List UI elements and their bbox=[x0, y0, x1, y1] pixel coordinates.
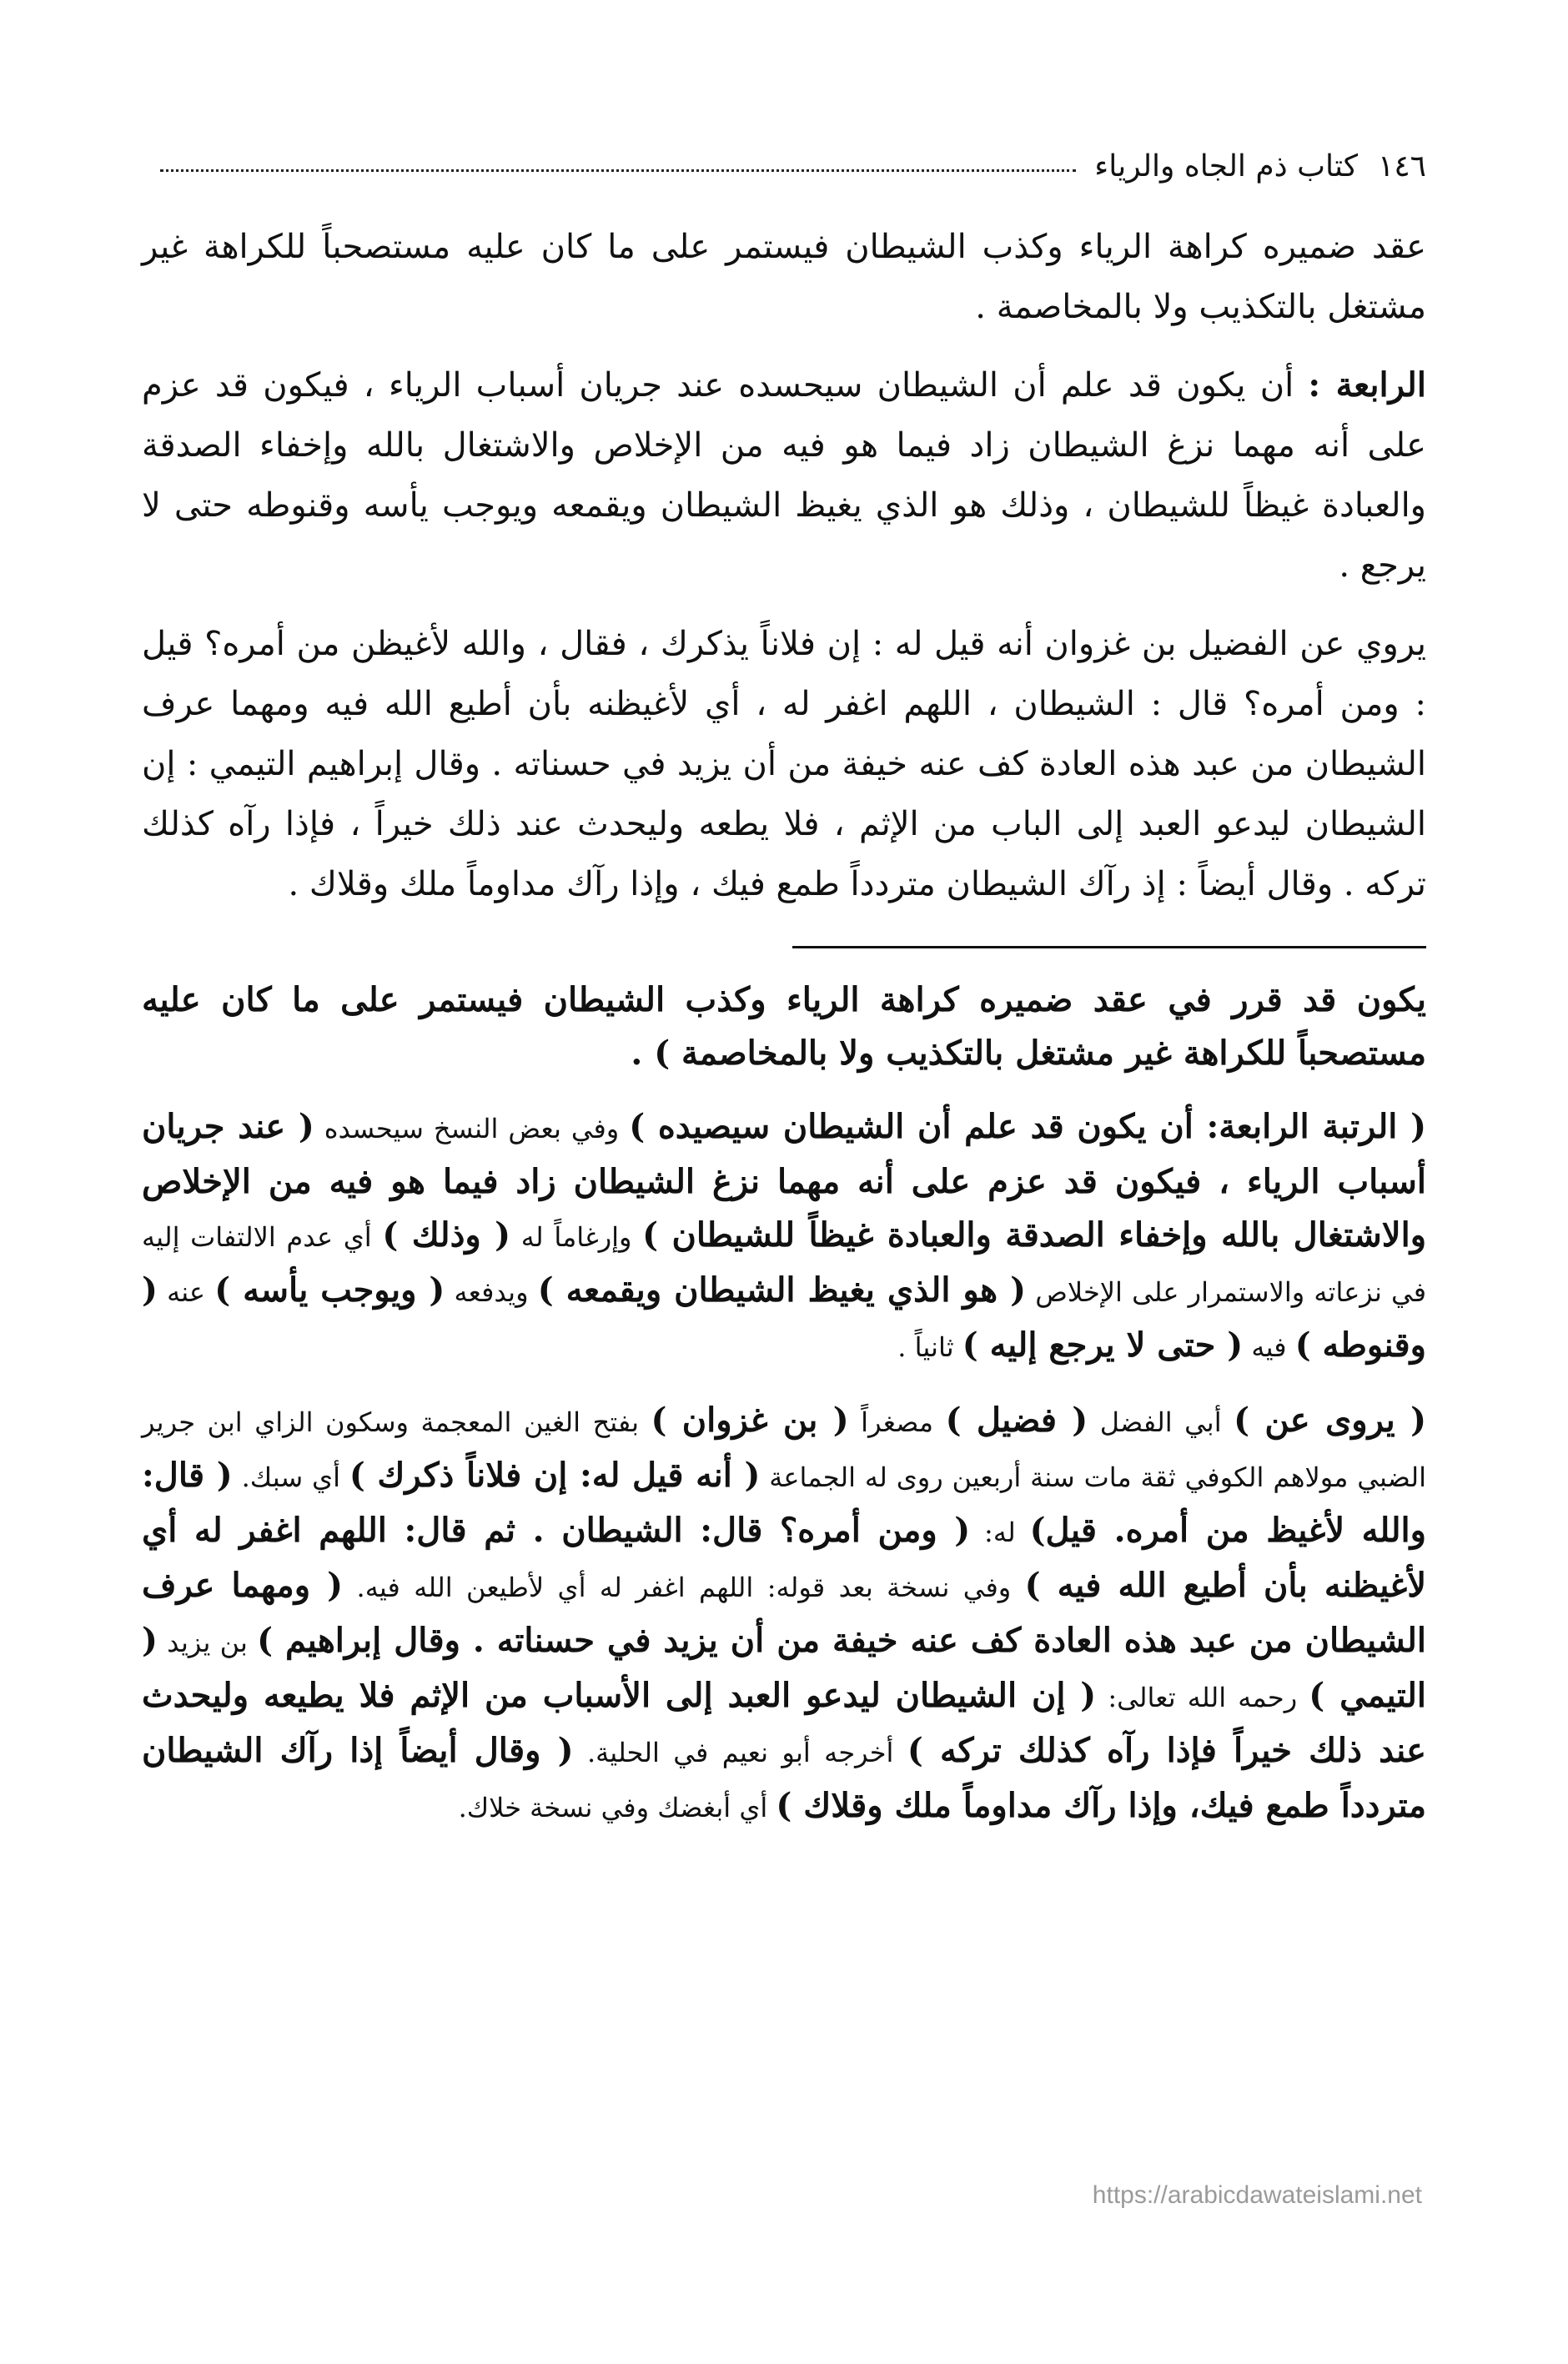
commentary-note: وإرغاماً له bbox=[510, 1221, 643, 1253]
main-paragraph-text: عقد ضميره كراهة الرياء وكذب الشيطان فيستمر على ما كان عليه مستصحباً للكراهة غير مشتغل بالتكذيب ولا بالمخاصمة . bbox=[142, 228, 1426, 326]
main-paragraph bbox=[142, 614, 1426, 914]
commentary-note: له: bbox=[970, 1516, 1030, 1548]
commentary-quoted-text: ( فضيل ) bbox=[945, 1401, 1088, 1440]
commentary-quoted-text: يكون قد قرر في عقد ضميره كراهة الرياء وكذب الشيطان فيستمر على ما كان عليه مستصحباً للكراهة غير مشتغل بالتكذيب ولا بالمخاصمة ) . bbox=[142, 980, 1426, 1073]
section-divider bbox=[792, 946, 1426, 948]
watermark-url: https://arabicdawateislami.net bbox=[1092, 2181, 1422, 2209]
commentary-quoted-text: ( هو الذي يغيظ الشيطان ويقمعه ) bbox=[537, 1270, 1027, 1310]
commentary-note: فيه bbox=[1243, 1331, 1295, 1363]
commentary-quoted-text: ( بن غزوان ) bbox=[651, 1401, 849, 1440]
commentary-note: ويدفعه bbox=[445, 1276, 538, 1308]
main-paragraph-text: أن يكون قد علم أن الشيطان سيحسده عند جريان أسباب الرياء ، فيكون قد عزم على أنه مهما نزغ الشيطان زاد فيما هو فيه من الإخلاص والاشتغال بالله وإخفاء الصدقة والعبادة غيظاً للشيطان ، وذلك هو الذي يغيظ الشيطان ويقمعه ويوجب يأسه وقنوطه حتى لا يرجع . bbox=[142, 366, 1426, 585]
commentary bbox=[142, 973, 1426, 1834]
commentary-quoted-text: ( وقال أيضاً إذا رآك الشيطان متردداً طمع فيك، وإذا رآك مداوماً ملك وقلاك ) bbox=[142, 1731, 1426, 1825]
commentary-note: مصغراً bbox=[848, 1406, 946, 1438]
header-dotted-leader bbox=[160, 169, 1076, 172]
commentary-note: أخرجه أبو نعيم في الحلية. bbox=[573, 1737, 907, 1768]
commentary-note: وفي بعض النسخ سيحسده bbox=[314, 1113, 630, 1144]
commentary-note: ثانياً . bbox=[897, 1331, 962, 1363]
commentary-note: أي أبغضك وفي نسخة خلاك. bbox=[458, 1792, 776, 1823]
main-paragraph bbox=[142, 355, 1426, 596]
commentary-quoted-text: ( يروى عن ) bbox=[1234, 1401, 1427, 1440]
commentary-quoted-text: ( التيمي ) bbox=[142, 1621, 1427, 1715]
commentary-note: رحمه الله تعالى: bbox=[1096, 1682, 1309, 1713]
commentary-quoted-text: ( إن الشيطان ليدعو العبد إلى الأسباب من الإثم فلا يطيعه وليحدث عند ذلك خيراً فإذا رآه كذلك تركه ) bbox=[142, 1676, 1427, 1770]
commentary-quoted-text: ( أنه قيل له: إن فلاناً ذكرك ) bbox=[349, 1456, 761, 1495]
commentary-note: بفتح الغين المعجمة وسكون الزاي ابن جرير الضبي مولاهم الكوفي ثقة مات سنة أربعين روى له الجماعة bbox=[142, 1406, 1427, 1493]
commentary-paragraph bbox=[142, 973, 1426, 1080]
commentary-quoted-text: ( ومن أمره؟ قال: الشيطان . ثم قال: اللهم اغفر له أي لأغيظنه بأن أطيع الله فيه ) bbox=[142, 1511, 1427, 1605]
commentary-quoted-text: ( ومهما عرف الشيطان من عبد هذه العادة كف عنه خيفة من أن يزيد في حسناته . وقال إبراهيم ) bbox=[142, 1566, 1426, 1660]
paragraph-lead: الرابعة : bbox=[1308, 365, 1426, 405]
commentary-quoted-text: ( ويوجب يأسه ) bbox=[214, 1270, 445, 1310]
commentary-note: أي عدم الالتفات إليه في نزعاته والاستمرار على الإخلاص bbox=[142, 1221, 1427, 1308]
commentary-note: وفي نسخة بعد قوله: اللهم اغفر له أي لأطيعن الله فيه. bbox=[343, 1572, 1025, 1603]
commentary-note: عنه bbox=[157, 1276, 215, 1308]
running-header bbox=[142, 125, 1426, 184]
page-number: ١٤٦ bbox=[1377, 149, 1426, 184]
commentary-note: بن يزيد bbox=[157, 1627, 258, 1658]
commentary-quoted-text: ( عند جريان أسباب الرياء ، فيكون قد عزم على أنه مهما نزغ الشيطان زاد فيما هو فيه من الإخلاص والاشتغال بالله وإخفاء الصدقة والعبادة غيظاً للشيطان ) bbox=[142, 1107, 1427, 1255]
commentary-quoted-text: ( حتى لا يرجع إليه ) bbox=[962, 1325, 1244, 1365]
commentary-quoted-text: ( وذلك ) bbox=[382, 1215, 511, 1255]
book-page bbox=[142, 125, 1426, 2294]
main-paragraph bbox=[142, 217, 1426, 337]
main-paragraph-text: يروي عن الفضيل بن غزوان أنه قيل له : إن فلاناً يذكرك ، فقال ، والله لأغيظن من أمره؟ قيل : ومن أمره؟ قال : الشيطان ، اللهم اغفر له ، أي لأغيظنه بأن أطيع الله فيه ومهما عرف الشيطان من عبد هذه العادة كف عنه خيفة من أن يزيد في حسناته . وقال إبراهيم التيمي : إن الشيطان ليدعو العبد إلى الباب من الإثم ، فلا يطعه وليحدث عند ذلك خيراً ، فإذا رآه كذلك تركه . وقال أيضاً : إذ رآك الشيطان متردداً طمع فيك ، وإذا رآك مداوماً ملك وقلاك . bbox=[142, 625, 1427, 903]
running-title: كتاب ذم الجاه والرياء bbox=[1094, 149, 1358, 184]
main-text bbox=[142, 217, 1426, 914]
commentary-quoted-text: ( وقنوطه ) bbox=[142, 1270, 1426, 1365]
commentary-quoted-text: ( قال: والله لأغيظ من أمره. قيل) bbox=[142, 1456, 1426, 1550]
commentary-paragraph bbox=[142, 1100, 1426, 1374]
commentary-note: أي سبك. bbox=[232, 1461, 349, 1493]
commentary-paragraph bbox=[142, 1394, 1426, 1834]
commentary-quoted-text: ( الرتبة الرابعة: أن يكون قد علم أن الشيطان سيصيده ) bbox=[629, 1107, 1427, 1146]
commentary-note: أبي الفضل bbox=[1088, 1406, 1234, 1438]
